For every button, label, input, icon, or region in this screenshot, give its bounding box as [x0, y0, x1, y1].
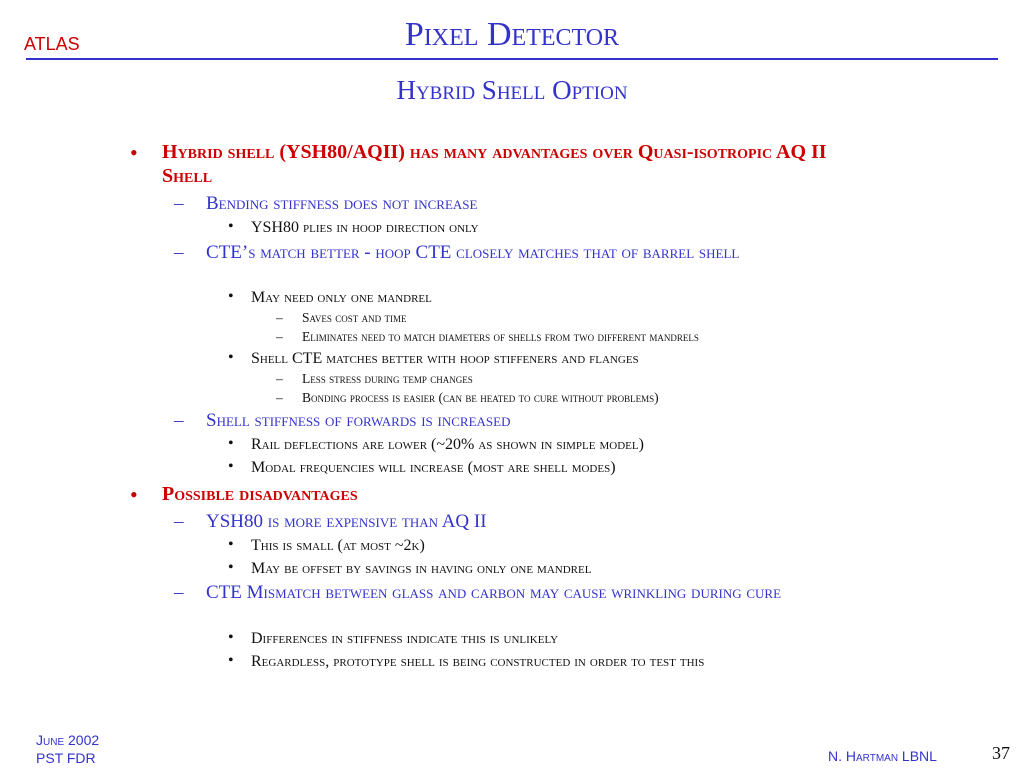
bullet-text: YSH80 is more expensive than AQ II — [206, 511, 487, 532]
dash-marker: – — [174, 242, 184, 263]
bullet-marker: • — [228, 559, 234, 576]
page-number: 37 — [992, 743, 1010, 763]
footer-date: June 2002 — [36, 732, 100, 748]
bullet-text: Bending stiffness does not increase — [206, 193, 478, 214]
bullet-text: Less stress during temp changes — [302, 371, 473, 386]
footer-author: N. Hartman LBNL — [828, 748, 937, 764]
bullet-text: Saves cost and time — [302, 310, 407, 325]
bullet-marker: • — [228, 536, 234, 553]
bullet-text: May be offset by savings in having only one mandrel — [251, 560, 592, 577]
title-divider — [26, 58, 998, 60]
dash-marker: – — [174, 511, 184, 532]
bullet-text: Possible disadvantages — [162, 483, 358, 505]
page-title: Pixel Detector — [404, 16, 620, 53]
bullet-marker: • — [228, 458, 234, 475]
bullet-text: Differences in stiffness indicate this is unlikely — [251, 630, 559, 647]
bullet-text: Bonding process is easier (can be heated to cure without problems) — [302, 390, 659, 405]
dash-marker: – — [276, 371, 283, 386]
dash-marker: – — [276, 390, 283, 405]
bullet-marker: • — [130, 482, 138, 507]
bullet-text: Eliminates need to match diameters of shells from two different mandrels — [302, 329, 699, 344]
dash-marker: – — [276, 310, 283, 325]
bullet-text: YSH80 plies in hoop direction only — [251, 219, 479, 236]
bullet-text: This is small (at most ~2k) — [251, 537, 425, 554]
dash-marker: – — [174, 193, 184, 214]
bullet-marker: • — [228, 218, 234, 235]
footer-event: PST FDR — [36, 750, 96, 766]
bullet-text: Shell stiffness of forwards is increased — [206, 410, 511, 431]
bullet-text: Hybrid shell (YSH80/AQII) has many advantages over Quasi-isotropic AQ II Shell — [162, 141, 827, 187]
bullet-marker: • — [228, 435, 234, 452]
bullet-text: Rail deflections are lower (~20% as shown in simple model) — [251, 436, 644, 453]
bullet-text: CTE Mismatch between glass and carbon may cause wrinkling during cure — [206, 582, 782, 603]
bullet-text: CTE’s match better - hoop CTE closely matches that of barrel shell — [206, 242, 740, 263]
bullet-text: May need only one mandrel — [251, 289, 432, 306]
bullet-marker: • — [228, 652, 234, 669]
dash-marker: – — [174, 582, 184, 603]
dash-marker: – — [174, 410, 184, 431]
bullet-text: Shell CTE matches better with hoop stiffeners and flanges — [251, 350, 639, 367]
page-subtitle: Hybrid Shell Option — [396, 75, 628, 105]
bullet-marker: • — [228, 349, 234, 366]
bullet-marker: • — [228, 288, 234, 305]
bullet-marker: • — [228, 629, 234, 646]
atlas-logo-text: ATLAS — [24, 34, 80, 54]
bullet-text: Modal frequencies will increase (most are shell modes) — [251, 459, 616, 476]
bullet-marker: • — [130, 140, 138, 165]
dash-marker: – — [276, 329, 283, 344]
bullet-text: Regardless, prototype shell is being constructed in order to test this — [251, 653, 705, 670]
